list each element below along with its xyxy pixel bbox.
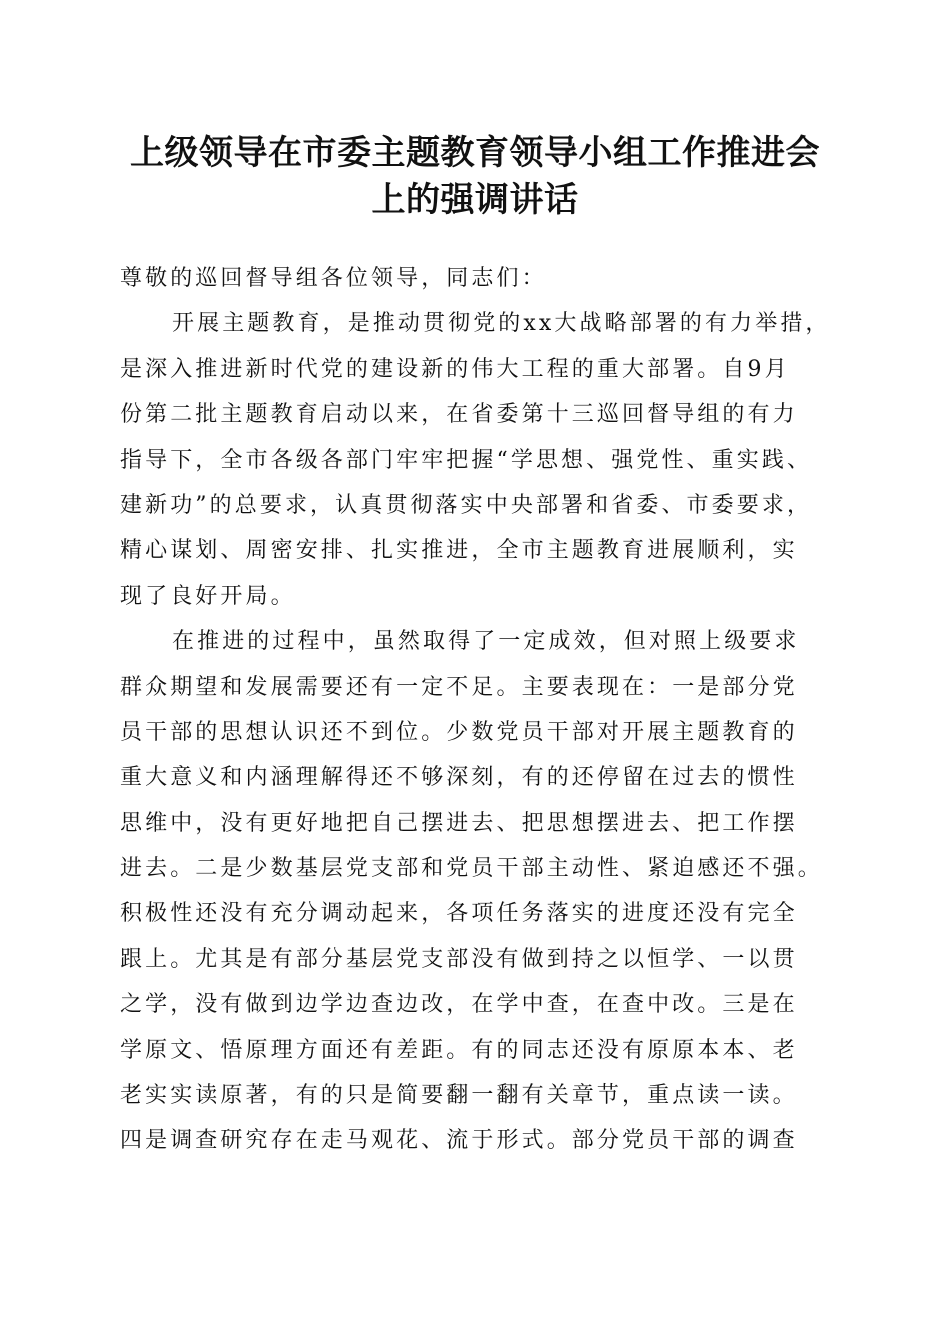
paragraph-line: 群众期望和发展需要还有一定不足。主要表现在：一是部分党 — [120, 674, 798, 700]
paragraph-line: 学原文、悟原理方面还有差距。有的同志还没有原原本本、老 — [120, 1037, 798, 1063]
paragraph-line: 跟上。尤其是有部分基层党支部没有做到持之以恒学、一以贯 — [120, 946, 798, 972]
paragraph-line: 开展主题教育，是推动贯彻党的xx大战略部署的有力举措， — [172, 311, 831, 337]
document-body — [120, 256, 850, 1164]
paragraph-line: 建新功”的总要求，认真贯彻落实中央部署和省委、市委要求， — [120, 492, 813, 518]
paragraph-line: 老实实读原著，有的只是简要翻一翻有关章节，重点读一读。 — [120, 1083, 798, 1109]
paragraph-line: 是深入推进新时代党的建设新的伟大工程的重大部署。自9月 — [120, 356, 790, 382]
salutation: 尊敬的巡回督导组各位领导，同志们： — [120, 266, 547, 291]
paragraph-line: 重大意义和内涵理解得还不够深刻，有的还停留在过去的惯性 — [120, 765, 798, 791]
paragraph-line: 积极性还没有充分调动起来，各项任务落实的进度还没有完全 — [120, 901, 798, 927]
paragraph-line: 指导下，全市各级各部门牢牢把握“学思想、强党性、重实践、 — [120, 447, 813, 473]
paragraph-line: 现了良好开局。 — [120, 583, 296, 609]
title-line: 上的强调讲话 — [371, 180, 579, 220]
title-line: 上级领导在市委主题教育领导小组工作推进会 — [130, 133, 820, 173]
paragraph-line: 在推进的过程中，虽然取得了一定成效，但对照上级要求 — [172, 629, 800, 655]
paragraph-line: 四是调查研究存在走马观花、流于形式。部分党员干部的调查 — [120, 1128, 798, 1154]
paragraph-1 — [120, 301, 850, 619]
paragraph-line: 精心谋划、周密安排、扎实推进，全市主题教育进展顺利，实 — [120, 538, 798, 564]
paragraph-line: 份第二批主题教育启动以来，在省委第十三巡回督导组的有力 — [120, 402, 798, 428]
document-title — [90, 130, 860, 224]
paragraph-2 — [120, 619, 850, 1164]
paragraph-line: 之学，没有做到边学边查边改，在学中查，在查中改。三是在 — [120, 992, 798, 1018]
paragraph-line: 员干部的思想认识还不到位。少数党员干部对开展主题教育的 — [120, 719, 798, 745]
paragraph-line: 进去。二是少数基层党支部和党员干部主动性、紧迫感还不强。 — [120, 856, 823, 882]
paragraph-line: 思维中，没有更好地把自己摆进去、把思想摆进去、把工作摆 — [120, 810, 798, 836]
